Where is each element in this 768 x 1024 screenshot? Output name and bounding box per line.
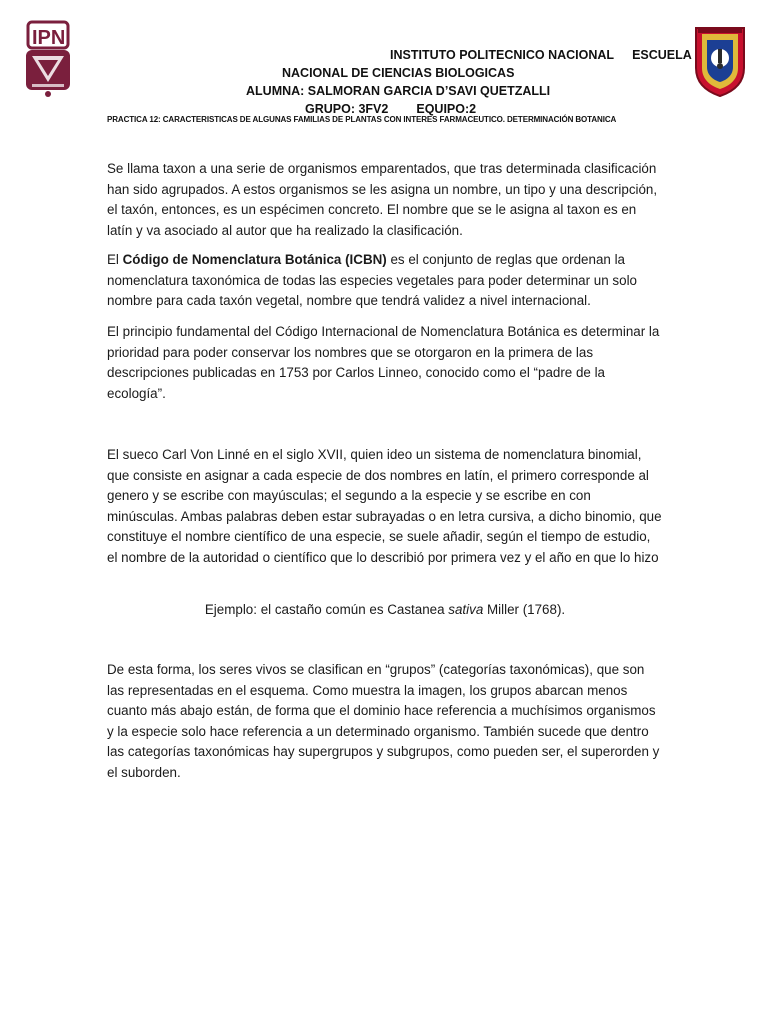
- paragraph-icbn: [107, 250, 663, 312]
- svg-text:IPN: IPN: [32, 27, 66, 49]
- ipn-logo: [22, 20, 74, 98]
- group-label: GRUPO: 3FV2: [305, 102, 389, 116]
- example-text-pre: Ejemplo: el castaño común es Castanea: [204, 602, 449, 617]
- team-label: EQUIPO:2: [416, 102, 477, 116]
- paragraph-linne: El sueco Carl Von Linné en el siglo XVII, quien ideo un sistema de nomenclatura binomial, que consiste en asignar a cada especie de dos nombres en latín, el primero corresponde al genero y se escribe con mayúsculas; el segundo a la especie y se escribe en con minúsculas. Ambas palabras deben estar subrayadas o en letra cursiva, a dicho binomio, que constituye el nombre científico de una especie, se suele añadir, según el tiempo de estudio, el nombre de la autoridad o científico que lo describió por primera vez y el año en que lo hizo: [107, 447, 662, 565]
- student-name: ALUMNA: SALMORAN GARCIA D’SAVI QUETZALLI: [246, 84, 551, 98]
- paragraph-principle: El principio fundamental del Código Internacional de Nomenclatura Botánica es determinar la prioridad para poder conservar los nombres que se otorgaron en la primera de las descripciones publicadas en 1753 por Carlos Linneo, conocido como el “padre de la ecología”.: [107, 324, 660, 401]
- paragraph-groups: De esta forma, los seres vivos se clasifican en “grupos” (categorías taxonómicas), que son las representadas en el esquema. Como muestra la imagen, los grupos abarcan menos cuanto más abajo están, de forma que el dominio hace referencia a muchísimos organismos y la especie solo hace referencia a un determinado organismo. También sucede que dentro las categorías taxonómicas hay supergrupos y subgrupos, como pueden ser, el superorden y el suborden.: [107, 662, 660, 780]
- paragraph-example: [107, 600, 663, 621]
- p2-text-post: es el conjunto de reglas que ordenan la nomenclatura taxonómica de todas las especies vegetales para poder determinar un solo nombre para cada taxón vegetal, nombre que tendrá validez a nivel internacional.: [107, 252, 637, 308]
- encb-logo: [690, 24, 750, 98]
- school-name: NACIONAL DE CIENCIAS BIOLOGICAS: [282, 66, 515, 80]
- practice-title: PRACTICA 12: CARACTERISTICAS DE ALGUNAS FAMILIAS DE PLANTAS CON INTERES FARMACEUTICO. DETERMINACIÓN BOTANICA: [107, 115, 617, 124]
- p2-text-pre: El: [107, 252, 123, 267]
- example-italic-species: sativa: [448, 602, 484, 617]
- header-line-1: [390, 46, 692, 64]
- school-word: ESCUELA: [632, 48, 692, 62]
- institute-name: INSTITUTO POLITECNICO NACIONAL: [390, 48, 615, 62]
- example-text-post: Miller (1768).: [483, 602, 566, 617]
- paragraph-taxon: Se llama taxon a una serie de organismos emparentados, que tras determinada clasificación han sido agrupados. A estos organismos se les asigna un nombre, un tipo y una descripción, el taxón, entonces, es un espécimen concreto. El nombre que se le asigna al taxon es en latín y va asociado al autor que ha realizado la clasificación.: [107, 161, 658, 238]
- p2-bold-term: Código de Nomenclatura Botánica (ICBN): [122, 252, 387, 267]
